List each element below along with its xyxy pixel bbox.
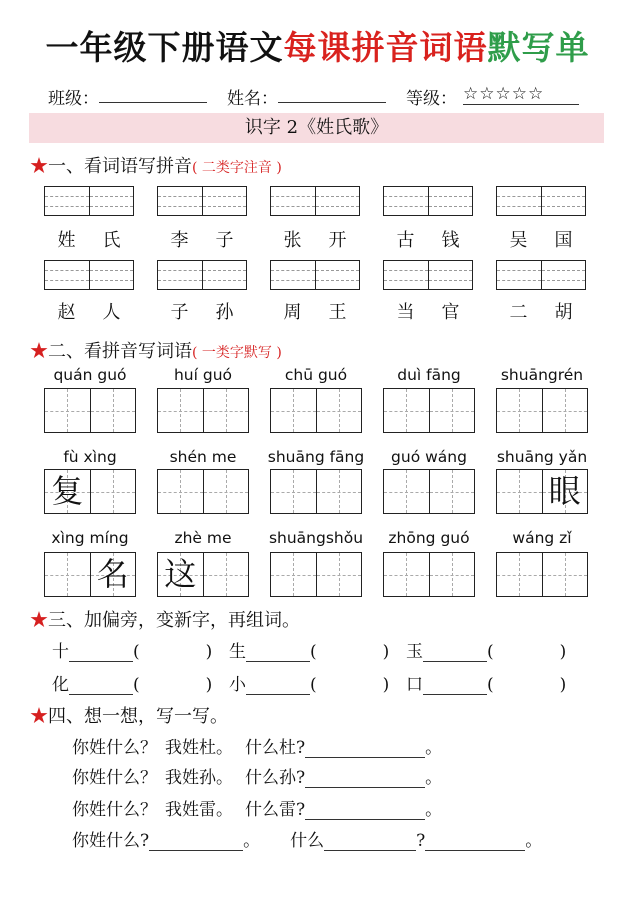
- student-info: [48, 84, 579, 109]
- tianzige-cell[interactable]: [158, 553, 203, 596]
- answer: 我姓雷。: [165, 800, 233, 820]
- pinyin-write-box[interactable]: [157, 260, 247, 290]
- tianzige-cell[interactable]: [158, 470, 203, 513]
- pinyin-label: zhōng guó: [388, 529, 470, 547]
- word-char: 氏: [102, 230, 121, 251]
- right-paren: ): [559, 642, 567, 662]
- title-green: 默写单: [487, 28, 590, 67]
- word-label: [44, 226, 134, 252]
- box-half[interactable]: [271, 261, 315, 289]
- pinyin-label: duì fāng: [397, 366, 461, 384]
- written-char: 眼: [548, 472, 581, 510]
- tianzige-cell[interactable]: [203, 470, 249, 513]
- word-char: 古: [396, 230, 415, 251]
- tianzige-box[interactable]: [383, 388, 475, 433]
- tianzige-cell[interactable]: [497, 470, 542, 513]
- title-red: 每课拼音词语: [283, 28, 488, 67]
- right-paren: ): [205, 675, 213, 695]
- section-3-heading: 三、加偏旁，变新字，再组词。: [48, 610, 300, 631]
- tianzige-box[interactable]: [270, 388, 362, 433]
- question: 你姓什么？: [72, 800, 157, 820]
- box-half[interactable]: [158, 261, 202, 289]
- prompt: 什么孙?: [245, 768, 306, 788]
- right-paren: ): [382, 642, 390, 662]
- class-label: 班级：: [48, 89, 99, 109]
- pinyin-write-box[interactable]: [270, 260, 360, 290]
- character-blank[interactable]: [324, 833, 416, 851]
- word-char: 国: [554, 230, 573, 251]
- answer-blank[interactable]: [305, 770, 425, 788]
- section-4-title: [30, 702, 228, 728]
- word-char: 吴: [509, 230, 528, 251]
- tianzige-cell[interactable]: [542, 470, 588, 513]
- pinyin-label: shuāng fāng: [267, 448, 365, 466]
- tianzige-box[interactable]: [383, 469, 475, 514]
- word-char: 张: [283, 230, 302, 251]
- right-paren: ): [205, 642, 213, 662]
- star-icon: ★: [30, 156, 48, 177]
- box-half[interactable]: [315, 261, 360, 289]
- answer-blank[interactable]: [305, 740, 425, 758]
- tianzige-box[interactable]: [496, 552, 588, 597]
- tianzige-box[interactable]: [157, 388, 249, 433]
- qa-line: [72, 795, 442, 820]
- box-half[interactable]: [315, 187, 360, 215]
- new-char-blank[interactable]: [69, 677, 133, 695]
- title-black: 一年级下册语文: [45, 28, 284, 67]
- word-char: 人: [102, 302, 121, 323]
- page-title: [0, 22, 635, 69]
- section-2-heading: 二、看拼音写词语: [48, 341, 192, 362]
- pinyin-label: guó wáng: [391, 448, 467, 466]
- pinyin-label: wáng zǐ: [512, 529, 572, 547]
- tianzige-cell[interactable]: [203, 553, 249, 596]
- word-char: 孙: [215, 302, 234, 323]
- tianzige-box[interactable]: [44, 388, 136, 433]
- tianzige-box[interactable]: [157, 552, 249, 597]
- star-icon: ★: [30, 610, 48, 631]
- radical-item: [52, 637, 212, 662]
- period: 。: [425, 738, 443, 758]
- qa-line: [72, 763, 442, 788]
- period: 。: [243, 831, 261, 851]
- tianzige-cell[interactable]: [203, 389, 249, 432]
- tianzige-box[interactable]: [270, 552, 362, 597]
- tianzige-cell[interactable]: [542, 389, 588, 432]
- name-label: 姓名：: [227, 89, 278, 109]
- new-char-blank[interactable]: [69, 644, 133, 662]
- tianzige-cell[interactable]: [45, 389, 90, 432]
- tianzige-cell[interactable]: [45, 553, 90, 596]
- tianzige-cell[interactable]: [316, 470, 362, 513]
- word-label: [157, 298, 247, 324]
- tianzige-cell[interactable]: [497, 389, 542, 432]
- word-char: 二: [509, 302, 528, 323]
- question: 你姓什么?: [72, 831, 150, 851]
- pinyin-write-box[interactable]: [44, 186, 134, 216]
- box-half[interactable]: [497, 187, 541, 215]
- pinyin-label: xìng míng: [51, 529, 129, 547]
- tianzige-cell[interactable]: [384, 553, 429, 596]
- radical-item: [406, 637, 566, 662]
- answer: 我姓杜。: [165, 738, 233, 758]
- word-char: 官: [441, 302, 460, 323]
- new-char-blank[interactable]: [423, 644, 487, 662]
- word-label: [44, 298, 134, 324]
- word-char: 子: [215, 230, 234, 251]
- lesson-banner: 识字 2《姓氏歌》: [29, 113, 604, 143]
- tianzige-cell[interactable]: [316, 389, 362, 432]
- prompt: 什么: [290, 831, 325, 851]
- tianzige-cell[interactable]: [429, 470, 475, 513]
- tianzige-box[interactable]: [44, 469, 136, 514]
- pinyin-label: shuāngshǒu: [268, 529, 364, 547]
- box-half[interactable]: [202, 187, 247, 215]
- pinyin-label: shuāngrén: [500, 366, 584, 384]
- period: 。: [525, 831, 543, 851]
- new-char-blank[interactable]: [423, 677, 487, 695]
- tianzige-cell[interactable]: [271, 553, 316, 596]
- tianzige-box[interactable]: [383, 552, 475, 597]
- section-2-note: ( 一类字默写 ): [192, 345, 282, 361]
- box-half[interactable]: [384, 187, 428, 215]
- question: 你姓什么？: [72, 768, 157, 788]
- right-paren: ): [559, 675, 567, 695]
- grade-stars[interactable]: ☆☆☆☆☆: [463, 84, 579, 105]
- box-half[interactable]: [541, 261, 586, 289]
- pinyin-label: zhè me: [174, 529, 232, 547]
- word-label: [383, 226, 473, 252]
- pinyin-write-box[interactable]: [157, 186, 247, 216]
- tianzige-cell[interactable]: [90, 470, 136, 513]
- new-char-blank[interactable]: [246, 677, 310, 695]
- tianzige-box[interactable]: [270, 469, 362, 514]
- pinyin-write-box[interactable]: [383, 186, 473, 216]
- pinyin-label: fù xìng: [63, 448, 117, 466]
- pinyin-write-box[interactable]: [496, 186, 586, 216]
- right-paren: ): [382, 675, 390, 695]
- class-field[interactable]: [99, 84, 207, 103]
- pinyin-label: huí guó: [173, 366, 233, 384]
- tianzige-cell[interactable]: [271, 470, 316, 513]
- box-half[interactable]: [497, 261, 541, 289]
- tianzige-box[interactable]: [44, 552, 136, 597]
- word-label: [270, 298, 360, 324]
- box-half[interactable]: [541, 187, 586, 215]
- tianzige-cell[interactable]: [384, 389, 429, 432]
- left-paren: (: [487, 642, 494, 662]
- word-char: 子: [170, 302, 189, 323]
- tianzige-cell[interactable]: [271, 389, 316, 432]
- pinyin-label: shén me: [169, 448, 237, 466]
- tianzige-cell[interactable]: [384, 470, 429, 513]
- written-char: 复: [51, 472, 84, 510]
- tianzige-cell[interactable]: [497, 553, 542, 596]
- tianzige-cell[interactable]: [542, 553, 588, 596]
- tianzige-box[interactable]: [496, 388, 588, 433]
- word-char: 王: [328, 302, 347, 323]
- pinyin-label: shuāng yǎn: [496, 448, 588, 466]
- tianzige-cell[interactable]: [90, 389, 136, 432]
- section-2-title: [30, 337, 282, 363]
- box-half[interactable]: [202, 261, 247, 289]
- qa-line: [72, 733, 442, 758]
- pinyin-write-box[interactable]: [383, 260, 473, 290]
- word-char: 钱: [441, 230, 460, 251]
- box-half[interactable]: [428, 187, 473, 215]
- word-char: 李: [170, 230, 189, 251]
- section-1-heading: 一、看词语写拼音: [48, 156, 192, 177]
- pinyin-write-box[interactable]: [270, 186, 360, 216]
- answer-blank[interactable]: [425, 833, 525, 851]
- prompt: 什么杜?: [245, 738, 306, 758]
- written-char: 名: [96, 555, 129, 593]
- question-mark: ?: [416, 831, 426, 851]
- section-1-title: [30, 152, 282, 178]
- tianzige-box[interactable]: [496, 469, 588, 514]
- box-half[interactable]: [271, 187, 315, 215]
- period: 。: [425, 800, 443, 820]
- radical-item: [229, 670, 389, 695]
- left-paren: (: [133, 642, 140, 662]
- radical-item: [52, 670, 212, 695]
- word-char: 赵: [57, 302, 76, 323]
- section-1-note: ( 二类字注音 ): [192, 160, 282, 176]
- word-label: [270, 226, 360, 252]
- word-label: [157, 226, 247, 252]
- base-char: 小: [229, 675, 246, 695]
- box-half[interactable]: [45, 187, 89, 215]
- pinyin-write-box[interactable]: [44, 260, 134, 290]
- word-label: [496, 298, 586, 324]
- tianzige-cell[interactable]: [429, 389, 475, 432]
- surname-blank[interactable]: [149, 833, 243, 851]
- word-char: 周: [283, 302, 302, 323]
- box-half[interactable]: [89, 261, 134, 289]
- radical-item: [229, 637, 389, 662]
- answer-blank[interactable]: [305, 802, 425, 820]
- base-char: 生: [229, 642, 246, 662]
- base-char: 十: [52, 642, 69, 662]
- tianzige-cell[interactable]: [90, 553, 136, 596]
- tianzige-box[interactable]: [157, 469, 249, 514]
- tianzige-cell[interactable]: [429, 553, 475, 596]
- star-icon: ★: [30, 706, 48, 727]
- word-char: 胡: [554, 302, 573, 323]
- base-char: 化: [52, 675, 69, 695]
- word-label: [496, 226, 586, 252]
- grade-label: 等级：: [406, 89, 457, 109]
- written-char: 这: [164, 555, 197, 593]
- tianzige-cell[interactable]: [316, 553, 362, 596]
- base-char: 口: [406, 675, 423, 695]
- radical-item: [406, 670, 566, 695]
- name-field[interactable]: [278, 84, 386, 103]
- question: 你姓什么？: [72, 738, 157, 758]
- left-paren: (: [133, 675, 140, 695]
- new-char-blank[interactable]: [246, 644, 310, 662]
- left-paren: (: [487, 675, 494, 695]
- word-label: [383, 298, 473, 324]
- pinyin-label: chū guó: [284, 366, 348, 384]
- box-half[interactable]: [428, 261, 473, 289]
- box-half[interactable]: [384, 261, 428, 289]
- tianzige-cell[interactable]: [45, 470, 90, 513]
- period: 。: [425, 768, 443, 788]
- box-half[interactable]: [158, 187, 202, 215]
- box-half[interactable]: [89, 187, 134, 215]
- box-half[interactable]: [45, 261, 89, 289]
- pinyin-label: quán guó: [53, 366, 127, 384]
- pinyin-write-box[interactable]: [496, 260, 586, 290]
- word-char: 开: [328, 230, 347, 251]
- left-paren: (: [310, 642, 317, 662]
- word-char: 姓: [57, 230, 76, 251]
- base-char: 玉: [406, 642, 423, 662]
- tianzige-cell[interactable]: [158, 389, 203, 432]
- left-paren: (: [310, 675, 317, 695]
- section-4-heading: 四、想一想，写一写。: [48, 706, 228, 727]
- word-char: 当: [396, 302, 415, 323]
- star-icon: ★: [30, 341, 48, 362]
- prompt: 什么雷?: [245, 800, 306, 820]
- qa-line-last: [72, 826, 542, 851]
- answer: 我姓孙。: [165, 768, 233, 788]
- section-3-title: [30, 606, 300, 632]
